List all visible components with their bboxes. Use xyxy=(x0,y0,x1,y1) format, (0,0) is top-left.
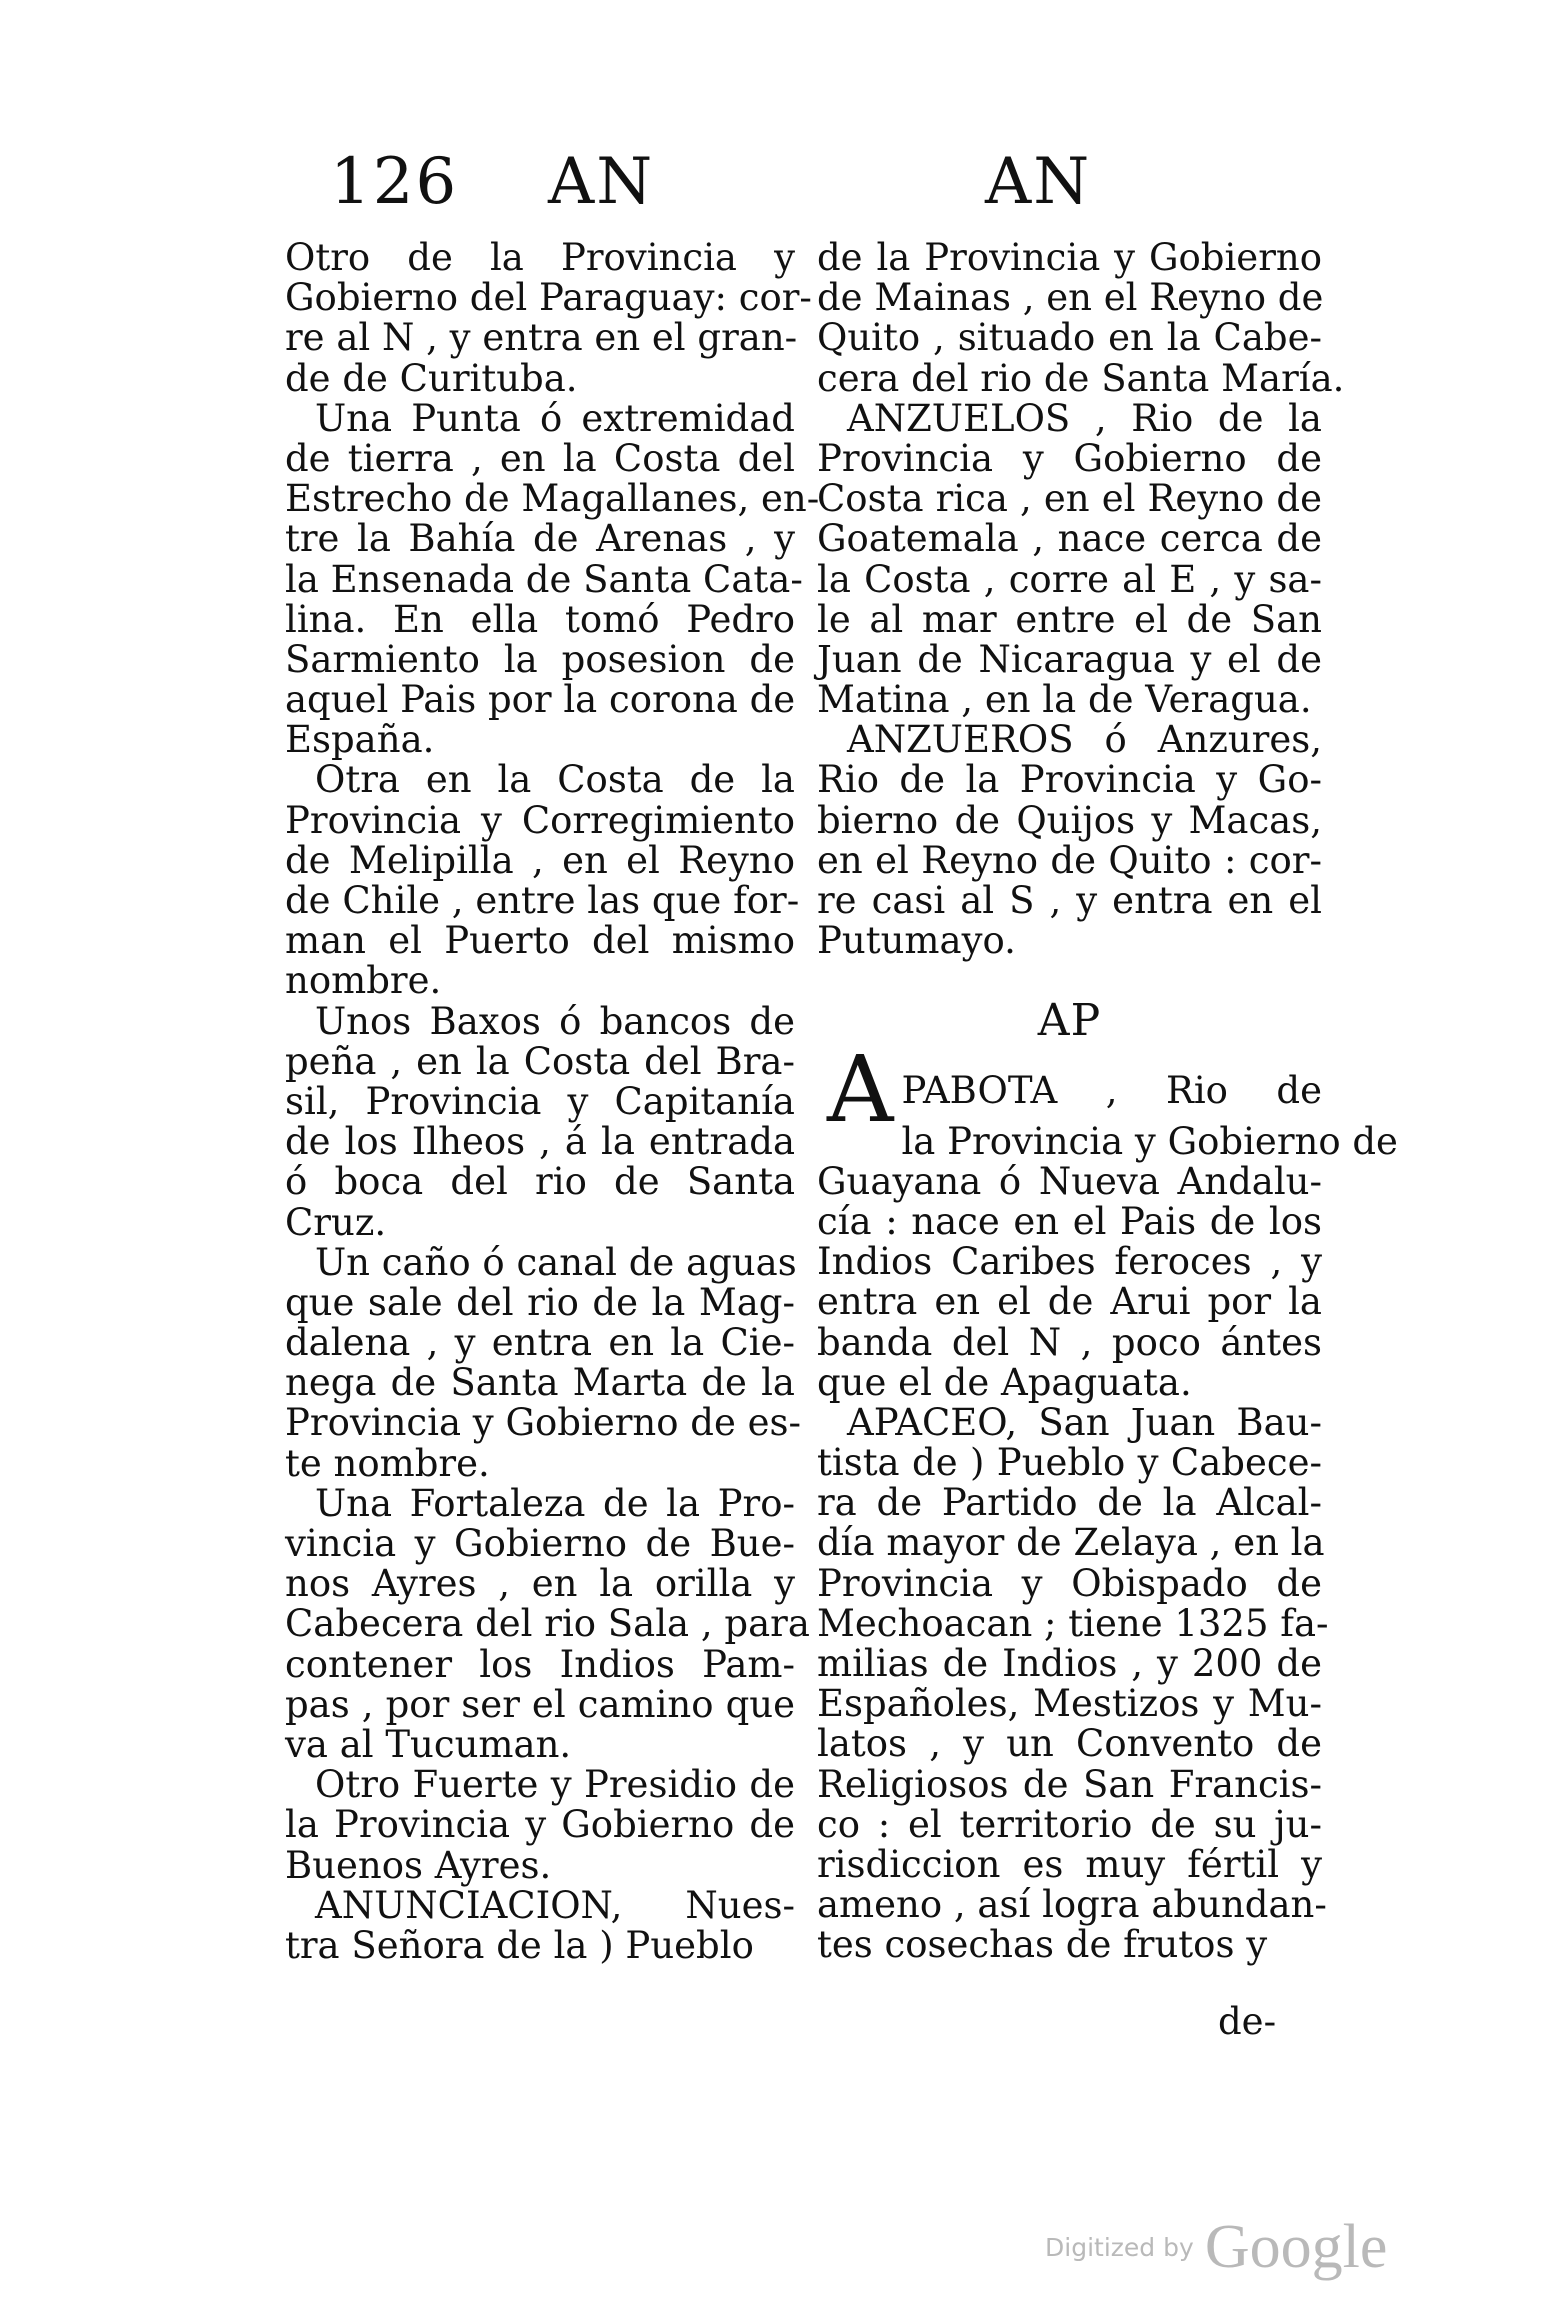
text-line: Cabecera del rio Sala , para xyxy=(285,1602,810,1646)
text-line: Buenos Ayres. xyxy=(285,1843,552,1887)
text-line: Provincia y Gobierno de es- xyxy=(285,1401,801,1445)
text-line: lina. En ella tomó Pedro xyxy=(285,597,795,641)
right-column-bottom xyxy=(817,1119,1398,1967)
page-number: 126 xyxy=(330,145,459,219)
text-line: risdiccion es muy fértil y xyxy=(817,1842,1322,1886)
text-line: Juan de Nicaragua y el de xyxy=(817,637,1322,681)
text-line: latos , y un Convento de xyxy=(817,1722,1322,1766)
text-line: re casi al S , y entra en el xyxy=(817,879,1322,922)
text-line: Sarmiento la posesion de xyxy=(285,637,795,681)
text-line: de Melipilla , en el Reyno xyxy=(285,838,795,882)
text-line: va al Tucuman. xyxy=(285,1722,572,1766)
text-line: tes cosechas de frutos y xyxy=(817,1923,1268,1967)
text-line: Gobierno del Paraguay: cor- xyxy=(285,276,812,320)
text-line: ANZUELOS , Rio de la xyxy=(847,396,1322,440)
google-logo: Google xyxy=(1204,2213,1388,2281)
text-line: nega de Santa Marta de la xyxy=(285,1361,795,1405)
text-line: milias de Indios , y 200 de xyxy=(817,1642,1322,1685)
text-line: entra en el de Arui por la xyxy=(817,1280,1322,1324)
text-line: Una Fortaleza de la Pro- xyxy=(315,1481,795,1525)
text-line: Quito , situado en la Cabe- xyxy=(817,316,1322,360)
drop-cap-line-text: PABOTA , Rio de xyxy=(901,1068,1322,1112)
text-line: re al N , y entra en el gran- xyxy=(285,316,798,360)
text-line: de Mainas , en el Reyno de xyxy=(817,276,1324,320)
text-line: vincia y Gobierno de Bue- xyxy=(285,1522,795,1565)
text-line: Indios Caribes feroces , y xyxy=(817,1240,1322,1284)
watermark-digitized-text: Digitized by xyxy=(1045,2233,1194,2262)
text-line: contener los Indios Pam- xyxy=(285,1642,795,1686)
text-line: man el Puerto del mismo xyxy=(285,919,795,963)
text-line: aquel Pais por la corona de xyxy=(285,678,796,722)
text-line: Putumayo. xyxy=(817,919,1016,963)
text-line: APACEO, San Juan Bau- xyxy=(847,1400,1322,1444)
text-line: Matina , en la de Veragua. xyxy=(817,678,1312,722)
text-line: nos Ayres , en la orilla y xyxy=(285,1562,795,1606)
text-line: ó boca del rio de Santa xyxy=(285,1160,795,1204)
text-line: Provincia y Obispado de xyxy=(817,1561,1322,1605)
section-heading: AP xyxy=(1037,995,1102,1047)
text-line: Mechoacan ; tiene 1325 fa- xyxy=(817,1601,1329,1645)
left-column xyxy=(285,236,820,1967)
catchword: de- xyxy=(1218,2000,1277,2043)
text-line: Provincia y Gobierno de xyxy=(817,436,1322,480)
text-line: en el Reyno de Quito : cor- xyxy=(817,838,1322,882)
text-line: Goatemala , nace cerca de xyxy=(817,517,1322,561)
text-line: de Chile , entre las que for- xyxy=(285,879,800,922)
google-watermark xyxy=(1045,2212,1387,2283)
text-line: cera del rio de Santa María. xyxy=(817,356,1345,400)
text-line: co : el territorio de su ju- xyxy=(817,1802,1322,1846)
text-line: que el de Apaguata. xyxy=(817,1360,1192,1404)
text-line: Provincia y Corregimiento xyxy=(285,798,795,842)
text-line: sil, Provincia y Capitanía xyxy=(285,1079,795,1123)
text-line: banda del N , poco ántes xyxy=(817,1320,1322,1364)
text-line: Estrecho de Magallanes, en- xyxy=(285,477,820,521)
text-line: tra Señora de la ) Pueblo xyxy=(285,1923,754,1967)
text-line: Una Punta ó extremidad xyxy=(315,396,795,440)
text-line: nombre. xyxy=(285,959,442,1003)
running-head-right: AN xyxy=(985,145,1092,219)
text-line: la Provincia y Gobierno de xyxy=(285,1803,795,1847)
text-line: Unos Baxos ó bancos de xyxy=(315,999,795,1043)
running-head-left: AN xyxy=(548,145,655,219)
text-line: Guayana ó Nueva Andalu- xyxy=(817,1159,1322,1203)
text-line: peña , en la Costa del Bra- xyxy=(285,1039,795,1083)
text-line: Españoles, Mestizos y Mu- xyxy=(817,1682,1322,1726)
text-line: pas , por ser el camino que xyxy=(285,1682,795,1726)
text-line: dalena , y entra en la Cie- xyxy=(285,1321,795,1365)
drop-cap: A xyxy=(827,1035,894,1143)
text-line: cía : nace en el Pais de los xyxy=(817,1199,1322,1243)
text-line: ANZUEROS ó Anzures, xyxy=(847,718,1322,762)
text-line: Otro de la Provincia y xyxy=(285,236,795,279)
text-line: la Provincia y Gobierno de xyxy=(901,1119,1398,1163)
text-line: ANUNCIACION, Nues- xyxy=(315,1883,795,1927)
text-line: la Costa , corre al E , y sa- xyxy=(817,557,1322,601)
text-line: Costa rica , en el Reyno de xyxy=(817,477,1322,521)
text-line: ameno , así logra abundan- xyxy=(817,1883,1327,1927)
text-line: tista de ) Pueblo y Cabece- xyxy=(817,1441,1322,1485)
text-line: de los Ilheos , á la entrada xyxy=(285,1120,795,1164)
text-line: que sale del rio de la Mag- xyxy=(285,1280,795,1324)
text-line: Otro Fuerte y Presidio de xyxy=(315,1763,795,1807)
text-line: Rio de la Provincia y Go- xyxy=(817,758,1322,802)
text-line: de la Provincia y Gobierno xyxy=(817,236,1322,279)
right-column-top xyxy=(817,236,1345,963)
text-line: la Ensenada de Santa Cata- xyxy=(285,557,803,601)
text-line: de tierra , en la Costa del xyxy=(285,436,795,480)
text-line: Religiosos de San Francis- xyxy=(817,1762,1322,1806)
text-line: Cruz. xyxy=(285,1200,387,1244)
text-line: Otra en la Costa de la xyxy=(315,758,795,802)
text-line: día mayor de Zelaya , en la xyxy=(817,1521,1325,1565)
right-column xyxy=(817,236,1398,1967)
text-line: España. xyxy=(285,718,435,762)
text-line: ra de Partido de la Alcal- xyxy=(817,1481,1322,1525)
text-line: le al mar entre el de San xyxy=(817,597,1322,641)
entry-apabota-first-line xyxy=(817,1035,1322,1143)
text-line: Un caño ó canal de aguas xyxy=(315,1240,797,1284)
text-line: bierno de Quijos y Macas, xyxy=(817,798,1322,842)
text-line: tre la Bahía de Arenas , y xyxy=(285,517,795,561)
text-line: te nombre. xyxy=(285,1441,490,1485)
text-line: de de Curituba. xyxy=(285,356,578,400)
